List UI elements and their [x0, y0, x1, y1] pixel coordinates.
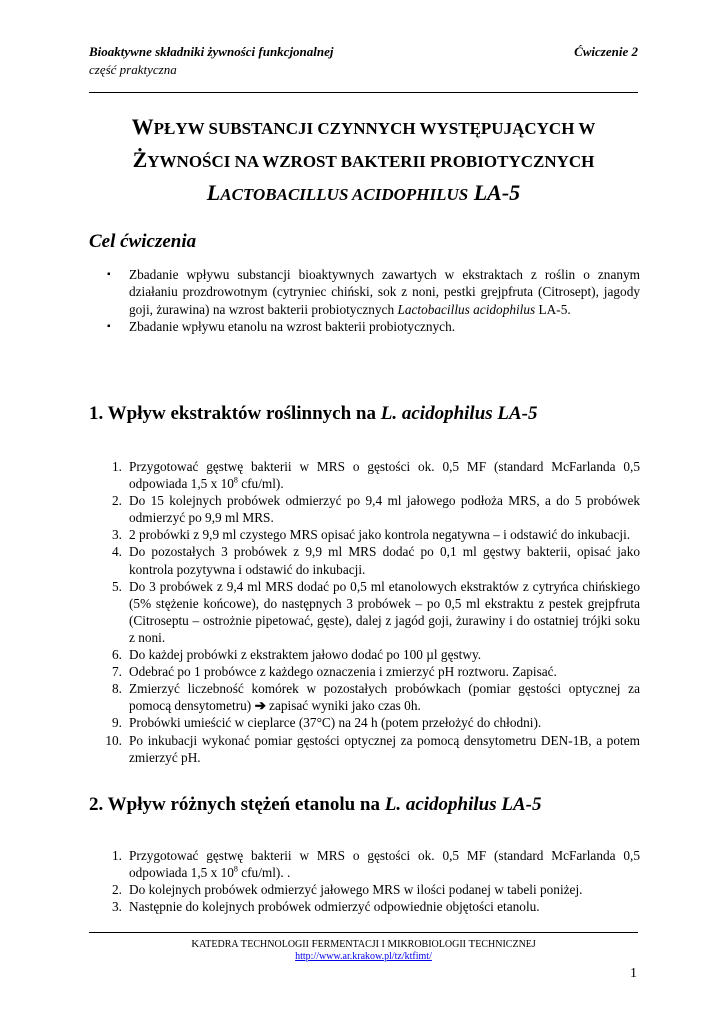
- aims-heading: Cel ćwiczenia: [89, 231, 197, 252]
- list-item: ▪ Zbadanie wpływu substancji bioaktywnych zawartych w ekstraktach z roślin o znanym działaniu prozdrowotnym (cytryniec chiński, sok z noni, pestki grejpfruta (Citrosept), jagody goji, żurawina) na wzrost bakterii probiotycznych Lactobacillus acidophilus LA-5.: [107, 266, 640, 318]
- aims-list: [107, 266, 640, 335]
- list-item: 2. Do kolejnych probówek odmierzyć jałowego MRS w ilości podanej w tabeli poniżej.: [112, 882, 583, 898]
- list-item: 7. Odebrać po 1 probówce z każdego oznaczenia i zmierzyć pH roztworu. Zapisać.: [112, 664, 557, 680]
- list-item: 1. Przygotować gęstwę bakterii w MRS o gęstości ok. 0,5 MF (standard McFarlanda 0,5 odpowiada 1,5 x $10^8$ cfu/ml). .: [112, 848, 640, 881]
- list-item: 3. 2 probówki z 9,9 ml czystego MRS opisać jako kontrola negatywna – i odstawić do inkubacji.: [112, 527, 631, 543]
- list-item: 10. Po inkubacji wykonać pomiar gęstości optycznej za pomocą densytometru DEN-1B, a potem zmierzyć pH.: [105, 732, 640, 765]
- footer-divider: [89, 932, 638, 933]
- header-divider: [89, 92, 638, 93]
- header-exercise: Ćwiczenie 2: [574, 44, 638, 59]
- list-item: ▪ Zbadanie wpływu etanolu na wzrost bakterii probiotycznych.: [107, 318, 640, 335]
- list-item: 4. Do pozostałych 3 probówek z 9,9 ml MRS dodać po 0,1 ml gęstwy bakterii, opisać jako kontrola pozytywna i odstawić do inkubacji.: [112, 544, 640, 577]
- section1-steps: [100, 458, 640, 766]
- section2-steps: [100, 847, 640, 915]
- list-item: 3. Następnie do kolejnych probówek odmierzyć odpowiednie objętości etanolu.: [112, 899, 540, 915]
- section1-heading: 1. Wpływ ekstraktów roślinnych na L. acidophilus LA-5: [89, 403, 538, 424]
- list-item: 9. Probówki umieścić w cieplarce (37°C) na 24 h (potem przełożyć do chłodni).: [112, 715, 542, 731]
- list-item: 6. Do każdej probówki z ekstraktem jałowo dodać po 100 µl gęstwy.: [112, 647, 482, 663]
- arrow-right-icon: ➔: [254, 698, 266, 714]
- list-item: 5. Do 3 probówek z 9,4 ml MRS dodać po 0,5 ml etanolowych ekstraktów z cytryńca chińskiego (5% stężenie końcowe), do następnych 3 probówek – po 0,5 ml ekstraktu z pestek grejpfruta (Citroseptu – ostrożnie pipetować, gęste), dalej z jagód goji, żurawiny i do ostatniej trójki soku z noni.: [112, 578, 640, 645]
- page-title: WPŁYW SUBSTANCJI CZYNNYCH WYSTĘPUJĄCYCH W ŻYWNOŚCI NA WZROST BAKTERII PROBIOTYCZNYCH LACTOBACILLUS ACIDOPHILUS LA-5: [131, 114, 596, 205]
- header-course: Bioaktywne składniki żywności funkcjonalnej: [89, 44, 334, 59]
- footer-url-link[interactable]: http://www.ar.krakow.pl/tz/ktfimt/: [295, 951, 432, 962]
- header-part: część praktyczna: [89, 62, 177, 77]
- footer-department: KATEDRA TECHNOLOGII FERMENTACJI I MIKROBIOLOGII TECHNICZNEJ: [191, 938, 536, 950]
- page-number: 1: [630, 966, 637, 981]
- section2-heading: 2. Wpływ różnych stężeń etanolu na L. acidophilus LA-5: [89, 794, 542, 815]
- list-item: 2. Do 15 kolejnych probówek odmierzyć po 9,4 ml jałowego podłoża MRS, a do 5 probówek odmierzyć po 9,9 ml MRS.: [112, 493, 640, 526]
- list-item: 1. Przygotować gęstwę bakterii w MRS o gęstości ok. 0,5 MF (standard McFarlanda 0,5 odpowiada 1,5 x $10^8$ cfu/ml).: [112, 459, 640, 492]
- list-item: 8. Zmierzyć liczebność komórek w pozostałych probówkach (pomiar gęstości optycznej za pomocą densytometru) ➔ zapisać wyniki jako czas 0h.: [112, 681, 640, 714]
